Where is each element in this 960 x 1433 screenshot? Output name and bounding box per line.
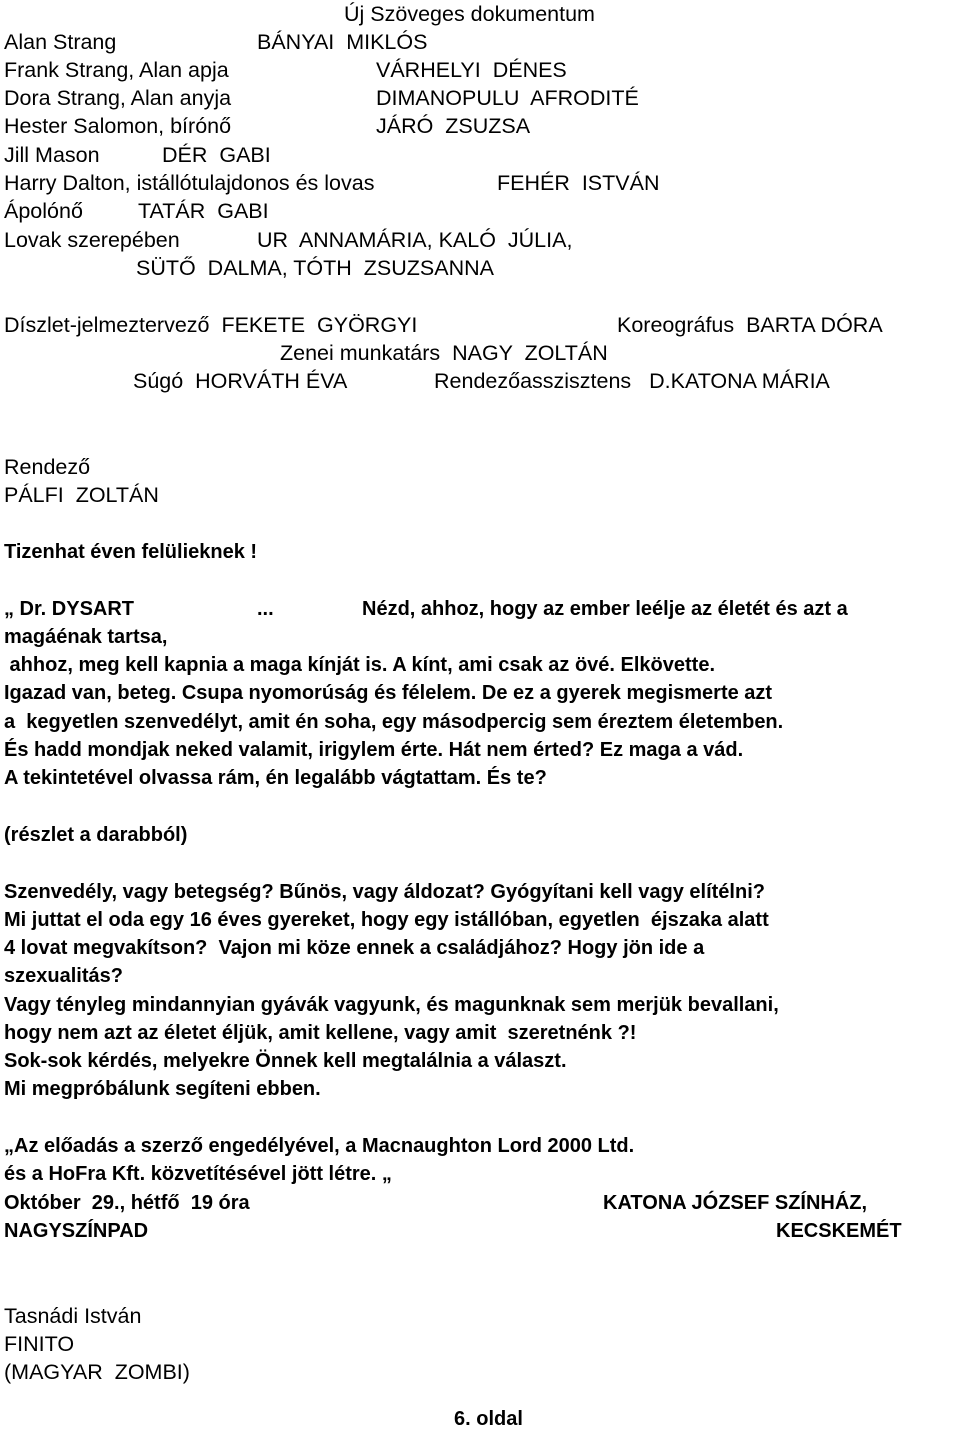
cast-role: Hester Salomon, bírónő — [4, 114, 232, 138]
quote-speaker: „ Dr. DYSART — [4, 598, 135, 620]
cast-role: Frank Strang, Alan apja — [4, 58, 229, 82]
quote-ellipsis: ... — [257, 598, 274, 620]
description-line: hogy nem azt az életet éljük, amit kellene, vagy amit szeretnénk ?! — [4, 1022, 637, 1044]
description-line: Sok-sok kérdés, melyekre Önnek kell megtalálnia a választ. — [4, 1050, 567, 1072]
quote-line: Nézd, ahhoz, hogy az ember leélje az életét és azt a — [362, 598, 848, 620]
crew-prompter: Súgó HORVÁTH ÉVA — [133, 369, 348, 393]
director-name: PÁLFI ZOLTÁN — [4, 483, 159, 507]
quote-line: magáénak tartsa, — [4, 626, 168, 648]
crew-music: Zenei munkatárs NAGY ZOLTÁN — [280, 341, 608, 365]
cast-role: Harry Dalton, istállótulajdonos és lovas — [4, 171, 375, 195]
performance-date: Október 29., hétfő 19 óra — [4, 1192, 250, 1214]
cast-actor: TATÁR GABI — [138, 199, 269, 223]
cast-actor: BÁNYAI MIKLÓS — [257, 30, 428, 54]
description-line: szexualitás? — [4, 965, 123, 987]
description-line: Mi juttat el oda egy 16 éves gyereket, hogy egy istállóban, egyetlen éjszaka alatt — [4, 909, 769, 931]
cast-actor-continued: SÜTŐ DALMA, TÓTH ZSUZSANNA — [136, 256, 494, 280]
description-line: Vagy tényleg mindannyian gyávák vagyunk, és magunknak sem merjük bevallani, — [4, 994, 779, 1016]
quote-line: a kegyetlen szenvedélyt, amit én soha, egy másodpercig sem éreztem életemben. — [4, 711, 784, 733]
play-subtitle: (MAGYAR ZOMBI) — [4, 1360, 190, 1384]
quote-source: (részlet a darabból) — [4, 824, 188, 846]
cast-role: Ápolónő — [4, 199, 83, 223]
description-line: 4 lovat megvakítson? Vajon mi köze ennek a családjához? Hogy jön ide a — [4, 937, 705, 959]
cast-actor: FEHÉR ISTVÁN — [497, 171, 660, 195]
cast-role: Alan Strang — [4, 30, 117, 54]
play-title: FINITO — [4, 1332, 75, 1356]
cast-actor: UR ANNAMÁRIA, KALÓ JÚLIA, — [257, 228, 573, 252]
crew-assistant-director: Rendezőasszisztens D.KATONA MÁRIA — [434, 369, 830, 393]
quote-line: ahhoz, meg kell kapnia a maga kínját is. A kínt, ami csak az övé. Elkövette. — [4, 654, 716, 676]
description-line: Mi megpróbálunk segíteni ebben. — [4, 1078, 321, 1100]
quote-line: A tekintetével olvassa rám, én legalább vágtattam. És te? — [4, 767, 547, 789]
document-title: Új Szöveges dokumentum — [344, 2, 595, 26]
cast-actor: DIMANOPULU AFRODITÉ — [376, 86, 639, 110]
performance-city: KECSKEMÉT — [776, 1220, 902, 1242]
license-line: és a HoFra Kft. közvetítésével jött létre. „ — [4, 1163, 392, 1185]
description-line: Szenvedély, vagy betegség? Bűnös, vagy áldozat? Gyógyítani kell vagy elítélni? — [4, 881, 765, 903]
director-label: Rendező — [4, 455, 91, 479]
cast-actor: VÁRHELYI DÉNES — [376, 58, 567, 82]
age-rating: Tizenhat éven felülieknek ! — [4, 541, 258, 563]
quote-line: Igazad van, beteg. Csupa nyomorúság és félelem. De ez a gyerek megismerte azt — [4, 682, 773, 704]
cast-role: Lovak szerepében — [4, 228, 180, 252]
performance-venue: KATONA JÓZSEF SZÍNHÁZ, — [603, 1192, 868, 1214]
cast-actor: DÉR GABI — [162, 143, 271, 167]
crew-designer: Díszlet-jelmeztervező FEKETE GYÖRGYI — [4, 313, 418, 337]
performance-stage: NAGYSZÍNPAD — [4, 1220, 149, 1242]
page-number: 6. oldal — [454, 1408, 523, 1430]
quote-line: És hadd mondjak neked valamit, irigylem érte. Hát nem érted? Ez maga a vád. — [4, 739, 744, 761]
cast-role: Dora Strang, Alan anyja — [4, 86, 232, 110]
cast-role: Jill Mason — [4, 143, 100, 167]
crew-choreographer: Koreográfus BARTA DÓRA — [617, 313, 883, 337]
play-author: Tasnádi István — [4, 1304, 142, 1328]
license-line: „Az előadás a szerző engedélyével, a Macnaughton Lord 2000 Ltd. — [4, 1135, 635, 1157]
cast-actor: JÁRÓ ZSUZSA — [376, 114, 531, 138]
